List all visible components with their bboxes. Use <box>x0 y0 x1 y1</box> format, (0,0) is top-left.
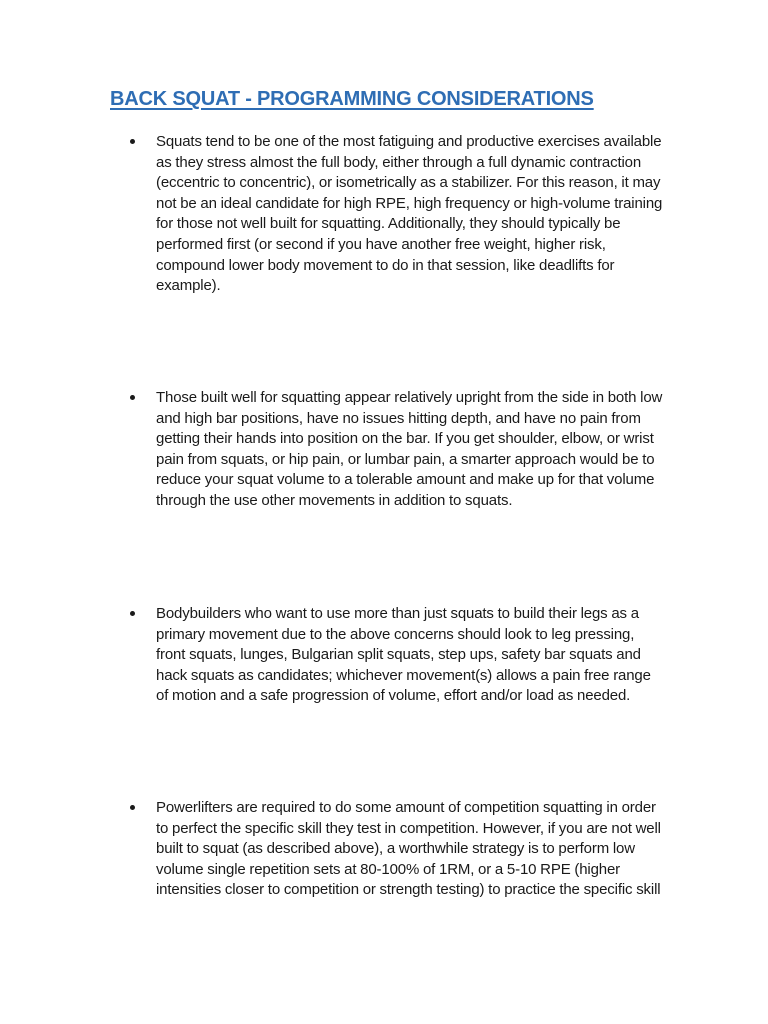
bullet-text: Squats tend to be one of the most fatiguing and productive exercises available as they stress almost the full body, either through a full dynamic contraction (eccentric to concentric), or isometrically as a stabilizer. For this reason, it may not be an ideal candidate for high RPE, high frequency or high-volume training for those not well built for squatting. Additionally, they should typically be performed first (or second if you have another free weight, higher risk, compound lower body movement to do in that session, like deadlifts for example). <box>156 133 663 295</box>
bullet-text: Powerlifters are required to do some amount of competition squatting in order to perfect the specific skill they test in competition. However, if you are not well built to squat (as described above), a worthwhile strategy is to perform low volume single repetition sets at 80-100% of 1RM, or a 5-10 RPE (higher intensities closer to competition or strength testing) to practice the specific skill <box>156 799 661 899</box>
bullet-dot-icon <box>130 805 135 810</box>
bullet-dot-icon <box>130 395 135 400</box>
bullet-text: Those built well for squatting appear relatively upright from the side in both low and high bar positions, have no issues hitting depth, and have no pain from getting their hands into position on the bar. If you get shoulder, elbow, or wrist pain from squats, or hip pain, or lumbar pain, a smarter approach would be to reduce your squat volume to a tolerable amount and make up for that volume through the use other movements in addition to squats. <box>156 389 663 509</box>
document-title: BACK SQUAT - PROGRAMMING CONSIDERATIONS <box>110 88 594 110</box>
bullet-text: Bodybuilders who want to use more than just squats to build their legs as a primary movement due to the above concerns should look to leg pressing, front squats, lunges, Bulgarian split squats, step ups, safety bar squats and hack squats as candidates; whichever movement(s) allows a pain free range of motion and a safe progression of volume, effort and/or load as needed. <box>156 605 651 705</box>
bullet-dot-icon <box>130 611 135 616</box>
bullet-dot-icon <box>130 139 135 144</box>
